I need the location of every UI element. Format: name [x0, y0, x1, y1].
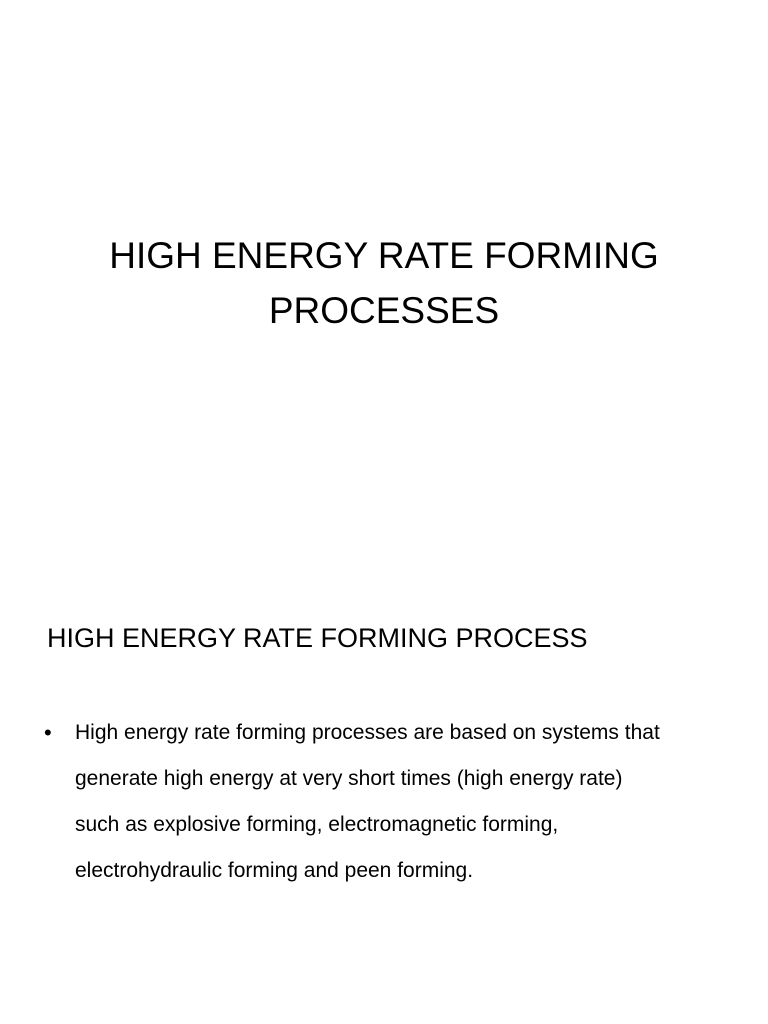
bullet-text-line: generate high energy at very short times (high energy rate)	[75, 767, 623, 790]
slide-title-line: HIGH ENERGY RATE FORMING	[109, 235, 659, 276]
bullet-marker: •	[44, 720, 52, 745]
slide-title	[40, 228, 728, 338]
bullet-text-line: High energy rate forming processes are based on systems that	[75, 721, 660, 744]
bullet-text	[75, 710, 744, 894]
bullet-text-line: such as explosive forming, electromagnetic forming,	[75, 813, 559, 836]
bullet-text-line: electrohydraulic forming and peen forming.	[75, 859, 474, 882]
content-slide-title: HIGH ENERGY RATE FORMING PROCESS	[47, 623, 588, 653]
slide-title-line: PROCESSES	[268, 290, 500, 331]
bullet-item	[44, 710, 744, 894]
